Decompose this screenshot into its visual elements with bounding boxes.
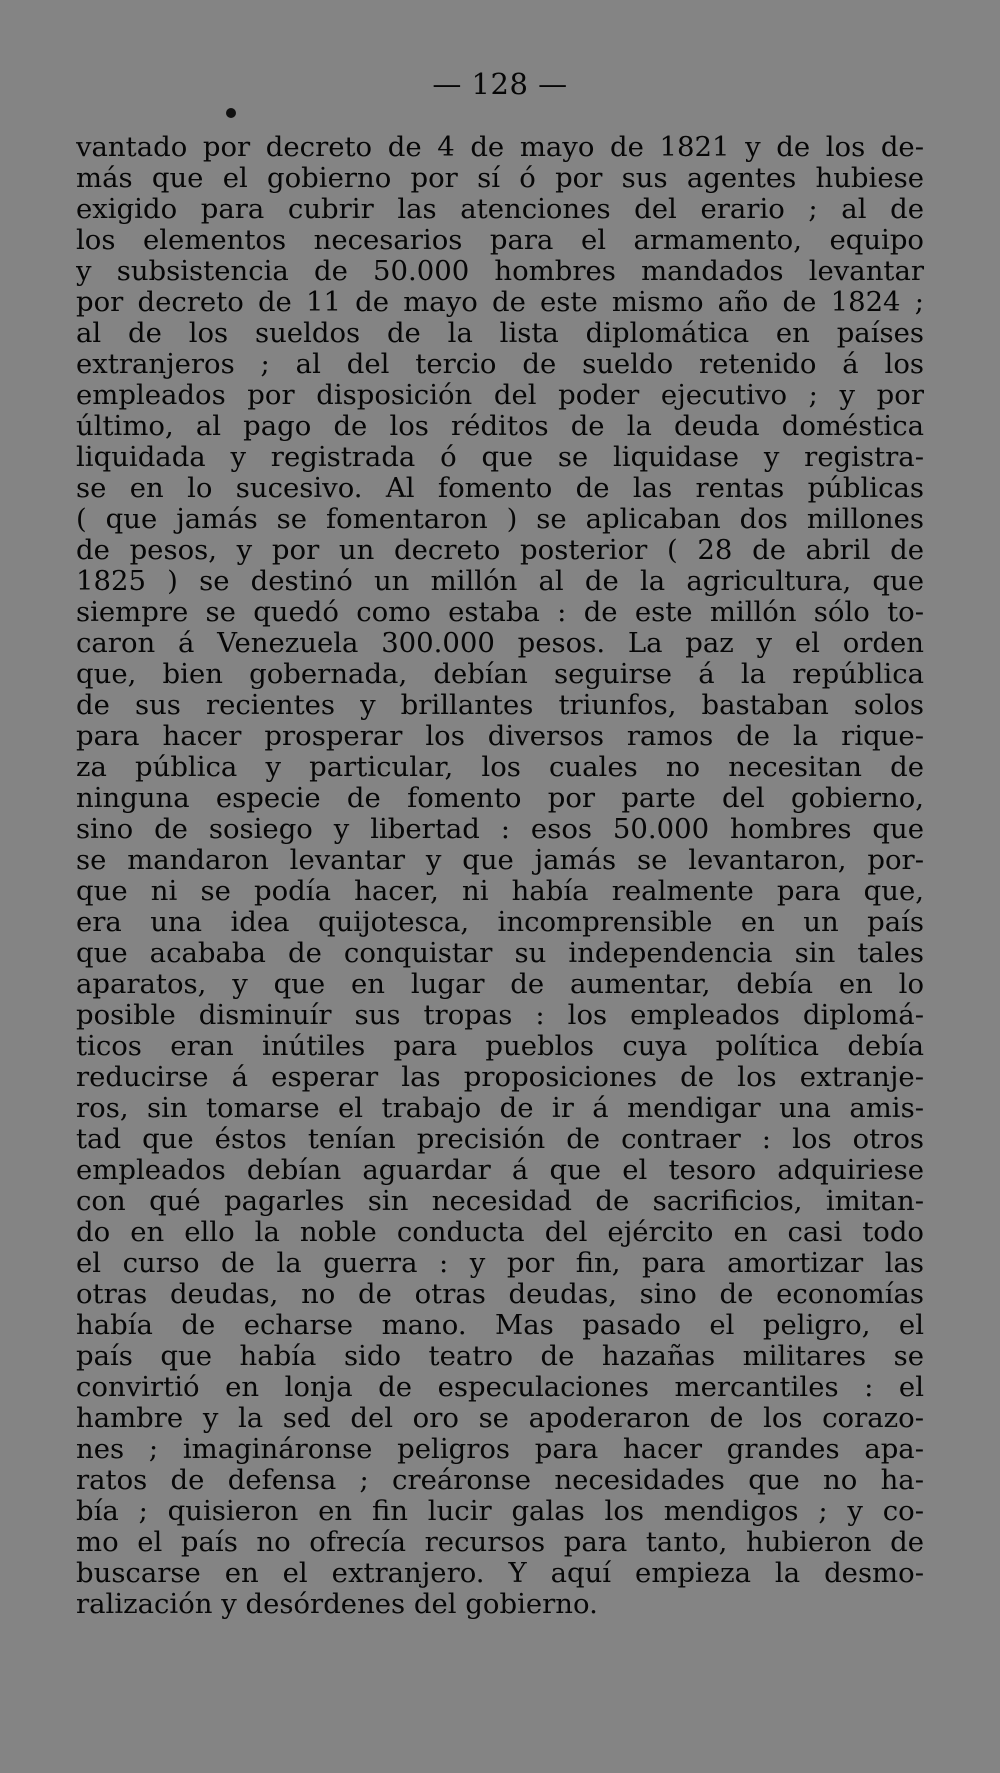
text-line: convirtió en lonja de especulaciones mercantiles : el — [76, 1372, 924, 1403]
text-line: que, bien gobernada, debían seguirse á la república — [76, 659, 924, 690]
text-line: ratos de defensa ; creáronse necesidades que no ha- — [76, 1465, 924, 1496]
text-line: el curso de la guerra : y por fin, para amortizar las — [76, 1248, 924, 1279]
page-number: — 128 — — [432, 67, 568, 101]
text-line: ticos eran inútiles para pueblos cuya política debía — [76, 1031, 924, 1062]
text-line: exigido para cubrir las atenciones del erario ; al de — [76, 194, 924, 225]
text-line: nes ; imagináronse peligros para hacer grandes apa- — [76, 1434, 924, 1465]
text-line: más que el gobierno por sí ó por sus agentes hubiese — [76, 163, 924, 194]
ink-speck — [226, 108, 236, 118]
text-line: último, al pago de los réditos de la deuda doméstica — [76, 411, 924, 442]
text-line: otras deudas, no de otras deudas, sino de economías — [76, 1279, 924, 1310]
text-line: empleados por disposición del poder ejecutivo ; y por — [76, 380, 924, 411]
text-line: vantado por decreto de 4 de mayo de 1821 y de los de- — [76, 132, 924, 163]
text-line: de sus recientes y brillantes triunfos, bastaban solos — [76, 690, 924, 721]
text-line: aparatos, y que en lugar de aumentar, debía en lo — [76, 969, 924, 1000]
text-line: ralización y desórdenes del gobierno. — [76, 1589, 598, 1620]
text-line: los elementos necesarios para el armamento, equipo — [76, 225, 924, 256]
text-line: 1825 ) se destinó un millón al de la agricultura, que — [76, 566, 924, 597]
text-line: ros, sin tomarse el trabajo de ir á mendigar una amis- — [76, 1093, 924, 1124]
text-line: y subsistencia de 50.000 hombres mandados levantar — [76, 256, 924, 287]
text-line: al de los sueldos de la lista diplomática en países — [76, 318, 924, 349]
text-line: extranjeros ; al del tercio de sueldo retenido á los — [76, 349, 924, 380]
text-line: que acababa de conquistar su independencia sin tales — [76, 938, 924, 969]
text-line: de pesos, y por un decreto posterior ( 28 de abril de — [76, 535, 924, 566]
text-line: se en lo sucesivo. Al fomento de las rentas públicas — [76, 473, 924, 504]
text-line: sino de sosiego y libertad : esos 50.000 hombres que — [76, 814, 924, 845]
text-line: hambre y la sed del oro se apoderaron de los corazo- — [76, 1403, 924, 1434]
text-line: ( que jamás se fomentaron ) se aplicaban dos millones — [76, 504, 924, 535]
text-line: era una idea quijotesca, incomprensible en un país — [76, 907, 924, 938]
text-line: za pública y particular, los cuales no necesitan de — [76, 752, 924, 783]
text-line: se mandaron levantar y que jamás se levantaron, por- — [76, 845, 924, 876]
text-line: por decreto de 11 de mayo de este mismo año de 1824 ; — [76, 287, 924, 318]
text-line: para hacer prosperar los diversos ramos de la rique- — [76, 721, 924, 752]
body-text — [76, 132, 924, 1620]
text-line: buscarse en el extranjero. Y aquí empieza la desmo- — [76, 1558, 924, 1589]
text-line: país que había sido teatro de hazañas militares se — [76, 1341, 924, 1372]
text-line: mo el país no ofrecía recursos para tanto, hubieron de — [76, 1527, 924, 1558]
text-line: bía ; quisieron en fin lucir galas los mendigos ; y co- — [76, 1496, 924, 1527]
text-line: posible disminuír sus tropas : los empleados diplomá- — [76, 1000, 924, 1031]
text-line: reducirse á esperar las proposiciones de los extranje- — [76, 1062, 924, 1093]
text-line: con qué pagarles sin necesidad de sacrificios, imitan- — [76, 1186, 924, 1217]
text-line: caron á Venezuela 300.000 pesos. La paz y el orden — [76, 628, 924, 659]
text-line: do en ello la noble conducta del ejército en casi todo — [76, 1217, 924, 1248]
text-line: empleados debían aguardar á que el tesoro adquiriese — [76, 1155, 924, 1186]
text-line: ninguna especie de fomento por parte del gobierno, — [76, 783, 924, 814]
text-line: que ni se podía hacer, ni había realmente para que, — [76, 876, 924, 907]
text-line: había de echarse mano. Mas pasado el peligro, el — [76, 1310, 924, 1341]
text-line: tad que éstos tenían precisión de contraer : los otros — [76, 1124, 924, 1155]
text-line: siempre se quedó como estaba : de este millón sólo to- — [76, 597, 924, 628]
text-line: liquidada y registrada ó que se liquidase y registra- — [76, 442, 924, 473]
